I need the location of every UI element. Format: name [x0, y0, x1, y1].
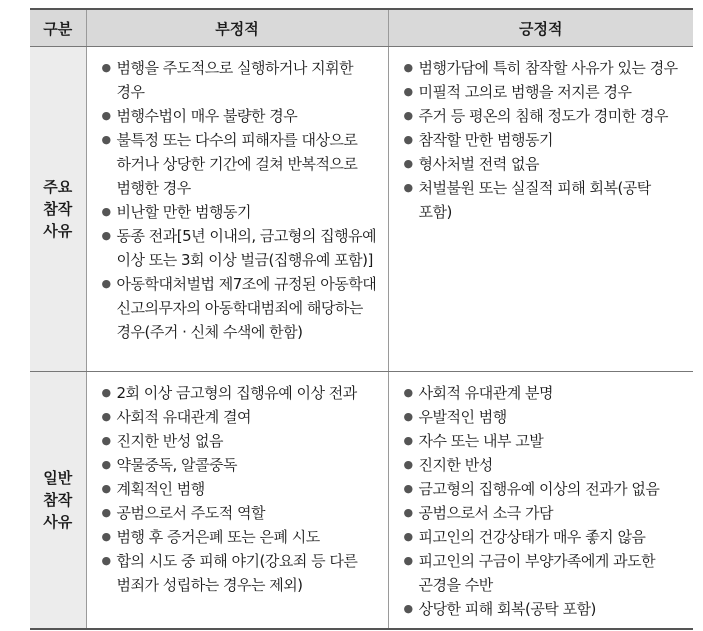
- table-row-major-factors: [30, 47, 693, 372]
- list-item: ● 합의 시도 중 피해 야기(강요죄 등 다른 범죄가 성립하는 경우는 제외): [102, 549, 377, 597]
- negative-factor-list: [88, 373, 387, 603]
- category-label-line: 사유: [43, 222, 73, 240]
- category-label-line: 참작: [43, 491, 73, 509]
- list-item: ● 진지한 반성 없음: [102, 429, 377, 453]
- header-row: [30, 9, 693, 47]
- list-item: ● 비난할 만한 범행동기: [102, 200, 377, 224]
- list-item: ● 상당한 피해 회복(공탁 포함): [404, 597, 683, 621]
- list-item: ● 계획적인 범행: [102, 477, 377, 501]
- list-item: ● 진지한 반성: [404, 453, 683, 477]
- sentencing-factors-table-wrapper: [30, 8, 693, 630]
- positive-cell-major: [388, 47, 693, 372]
- list-item: ● 사회적 유대관계 결여: [102, 405, 377, 429]
- header-category: 구분: [30, 9, 86, 47]
- list-item: ● 아동학대처벌법 제7조에 규정된 아동학대 신고의무자의 아동학대범죄에 해당하는 경우(주거 · 신체 수색에 한함): [102, 272, 377, 344]
- list-item: ● 범행가담에 특히 참작할 사유가 있는 경우: [404, 56, 683, 80]
- list-item: ● 2회 이상 금고형의 집행유예 이상 전과: [102, 381, 377, 405]
- list-item: ● 우발적인 범행: [404, 405, 683, 429]
- positive-factor-list: [390, 373, 693, 627]
- list-item: ● 불특정 또는 다수의 피해자를 대상으로 하거나 상당한 기간에 걸쳐 반복적으로 범행한 경우: [102, 128, 377, 200]
- list-item: ● 주거 등 평온의 침해 정도가 경미한 경우: [404, 104, 683, 128]
- category-label-line: 주요: [43, 178, 73, 196]
- list-item: ● 참작할 만한 범행동기: [404, 128, 683, 152]
- category-cell-major: [30, 47, 86, 372]
- header-negative: 부정적: [86, 9, 388, 47]
- list-item: ● 피고인의 구금이 부양가족에게 과도한 곤경을 수반: [404, 549, 683, 597]
- list-item: ● 피고인의 건강상태가 매우 좋지 않음: [404, 525, 683, 549]
- list-item: ● 동종 전과[5년 이내의, 금고형의 집행유예 이상 또는 3회 이상 벌금(집행유예 포함)]: [102, 224, 377, 272]
- list-item: ● 공범으로서 소극 가담: [404, 501, 683, 525]
- list-item: ● 약물중독, 알콜중독: [102, 453, 377, 477]
- category-label-line: 사유: [43, 513, 73, 531]
- negative-cell-general: [86, 372, 388, 630]
- list-item: ● 범행 후 증거은폐 또는 은폐 시도: [102, 525, 377, 549]
- category-label-line: 일반: [43, 469, 73, 487]
- category-cell-general: [30, 372, 86, 630]
- list-item: ● 공범으로서 주도적 역할: [102, 501, 377, 525]
- list-item: ● 형사처벌 전력 없음: [404, 152, 683, 176]
- negative-factor-list: [88, 48, 387, 350]
- list-item: ● 범행을 주도적으로 실행하거나 지휘한 경우: [102, 56, 377, 104]
- list-item: ● 금고형의 집행유예 이상의 전과가 없음: [404, 477, 683, 501]
- positive-cell-general: [388, 372, 693, 630]
- positive-factor-list: [390, 48, 693, 230]
- negative-cell-major: [86, 47, 388, 372]
- list-item: ● 범행수법이 매우 불량한 경우: [102, 104, 377, 128]
- list-item: ● 처벌불원 또는 실질적 피해 회복(공탁 포함): [404, 176, 683, 224]
- category-label-line: 참작: [43, 200, 73, 218]
- list-item: ● 사회적 유대관계 분명: [404, 381, 683, 405]
- table-row-general-factors: [30, 372, 693, 630]
- header-positive: 긍정적: [388, 9, 693, 47]
- list-item: ● 자수 또는 내부 고발: [404, 429, 683, 453]
- sentencing-factors-table: [30, 8, 693, 630]
- list-item: ● 미필적 고의로 범행을 저지른 경우: [404, 80, 683, 104]
